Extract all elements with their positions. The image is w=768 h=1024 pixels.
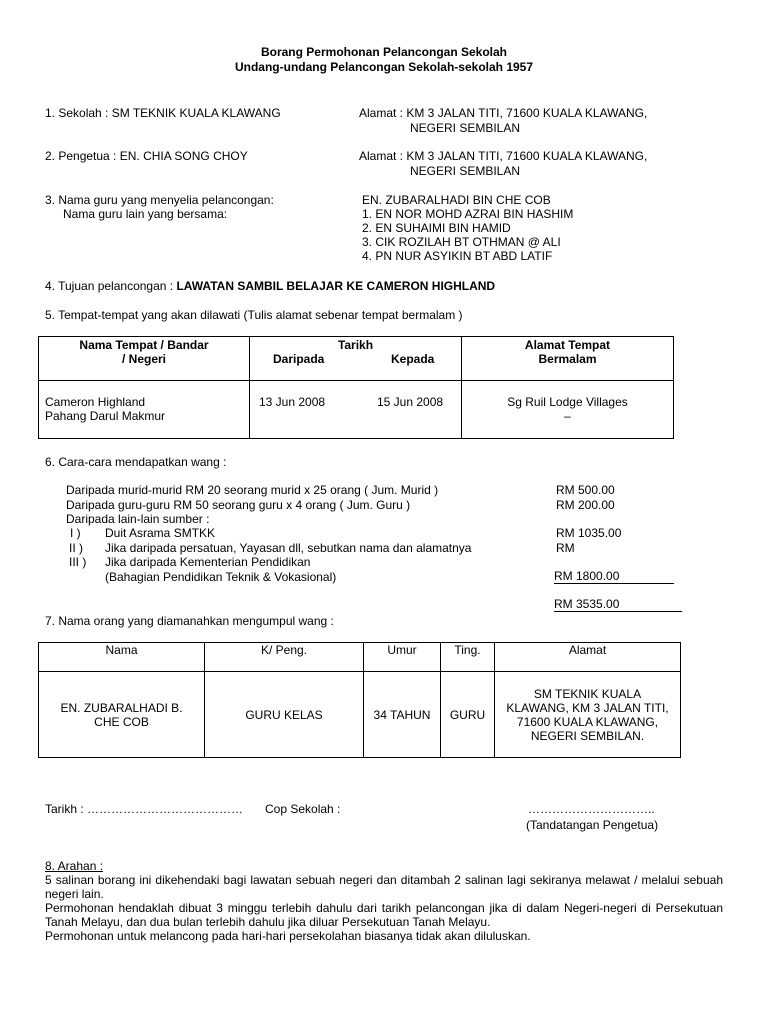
collector-header-position: K/ Peng. xyxy=(205,643,364,672)
instructions-body xyxy=(45,873,723,943)
date-cell xyxy=(250,381,462,439)
places-header-place: Nama Tempat / Bandar / Negeri xyxy=(39,337,250,381)
funding-i-text: Duit Asrama SMTKK xyxy=(105,526,216,540)
principal-label: 2. Pengetua : EN. CHIA SONG CHOY xyxy=(45,149,248,163)
purpose-line xyxy=(45,279,495,293)
funding-iii-subtext: (Bahagian Pendidikan Teknik & Vokasional) xyxy=(105,570,337,584)
funding-iii-text: Jika daripada Kementerian Pendidikan xyxy=(105,555,311,569)
funding-students: Daripada murid-murid RM 20 seorang murid x 25 orang ( Jum. Murid ) xyxy=(66,483,439,497)
places-label: 5. Tempat-tempat yang akan dilawati (Tulis alamat sebenar tempat bermalam ) xyxy=(45,308,463,322)
school-label: 1. Sekolah : SM TEKNIK KUALA KLAWANG xyxy=(45,106,281,120)
funding-total: RM 3535.00 xyxy=(554,598,682,612)
date-from: 13 Jun 2008 xyxy=(259,395,326,409)
collector-age-cell: 34 TAHUN xyxy=(364,672,441,758)
other-teacher: 2. EN SUHAIMI BIN HAMID xyxy=(362,221,511,235)
places-header-address: Alamat Tempat Bermalam xyxy=(462,337,674,381)
funding-i-num: I ) xyxy=(70,526,81,540)
signature-line: ………………………….. xyxy=(528,802,655,816)
places-table xyxy=(38,336,674,439)
principal-address-line1: Alamat : KM 3 JALAN TITI, 71600 KUALA KLAWANG, xyxy=(359,149,648,163)
funding-ii-num: II ) xyxy=(69,541,83,555)
funding-i-amount: RM 1035.00 xyxy=(556,526,622,540)
header-daripada: Daripada xyxy=(273,352,325,366)
collector-label: 7. Nama orang yang diamanahkan mengumpul wang : xyxy=(45,614,334,628)
collector-position-cell: GURU KELAS xyxy=(205,672,364,758)
form-title: Borang Permohonan Pelancongan Sekolah xyxy=(260,45,508,59)
places-header-date: Tarikh Daripada Kepada xyxy=(250,337,462,381)
date-to: 15 Jun 2008 xyxy=(377,395,444,409)
instructions-label: 8. Arahan : xyxy=(45,859,104,873)
funding-teachers: Daripada guru-guru RM 50 seorang guru x 4 orang ( Jum. Guru ) xyxy=(66,498,411,512)
purpose-value: LAWATAN SAMBIL BELAJAR KE CAMERON HIGHLAND xyxy=(176,279,496,293)
funding-students-amount: RM 500.00 xyxy=(556,483,615,497)
funding-teachers-amount: RM 200.00 xyxy=(556,498,615,512)
principal-signature-label: (Tandatangan Pengetua) xyxy=(526,818,659,832)
other-teachers-label: Nama guru lain yang bersama: xyxy=(63,207,228,221)
other-teacher: 4. PN NUR ASYIKIN BT ABD LATIF xyxy=(362,249,553,263)
funding-iii-num: III ) xyxy=(69,555,87,569)
collector-header-age: Umur xyxy=(364,643,441,672)
collector-header-address: Alamat xyxy=(495,643,681,672)
funding-ii-text: Jika daripada persatuan, Yayasan dll, sebutkan nama dan alamatnya xyxy=(105,541,472,555)
instruction-para: Permohonan untuk melancong pada hari-hari persekolahan biasanya tidak akan diluluskan. xyxy=(45,929,531,943)
school-address-line1: Alamat : KM 3 JALAN TITI, 71600 KUALA KLAWANG, xyxy=(359,106,648,120)
funding-label: 6. Cara-cara mendapatkan wang : xyxy=(45,455,227,469)
funding-other-label: Daripada lain-lain sumber : xyxy=(66,512,210,526)
collector-address-cell: SM TEKNIK KUALA KLAWANG, KM 3 JALAN TITI, 71600 KUALA KLAWANG, NEGERI SEMBILAN. xyxy=(495,672,681,758)
stay-address-cell: Sg Ruil Lodge Villages – xyxy=(462,381,674,439)
collector-table xyxy=(38,642,681,758)
school-address-line2: NEGERI SEMBILAN xyxy=(410,121,521,135)
collector-level-cell: GURU xyxy=(441,672,495,758)
collector-header-level: Ting. xyxy=(441,643,495,672)
instruction-para: Permohonan hendaklah dibuat 3 minggu terlebih dahulu dari tarikh pelancongan jika di dalam Negeri-negeri di Persekutuan Tanah Melayu, dan dua bulan terlebih dahulu jika diluar Persekutuan Tanah Melayu. xyxy=(45,901,723,929)
collector-name-cell: EN. ZUBARALHADI B. CHE COB xyxy=(39,672,205,758)
date-field: Tarikh : ………………………………… xyxy=(45,802,244,816)
other-teacher: 3. CIK ROZILAH BT OTHMAN @ ALI xyxy=(362,235,561,249)
purpose-label: 4. Tujuan pelancongan : xyxy=(45,279,177,293)
funding-iii-amount: RM 1800.00 xyxy=(554,570,674,584)
school-stamp-label: Cop Sekolah : xyxy=(265,802,341,816)
collector-header-name: Nama xyxy=(39,643,205,672)
supervisor-name: EN. ZUBARALHADI BIN CHE COB xyxy=(362,193,551,207)
funding-ii-amount: RM xyxy=(556,541,575,555)
header-kepada: Kepada xyxy=(391,352,435,366)
form-subtitle: Undang-undang Pelancongan Sekolah-sekolah 1957 xyxy=(234,60,534,74)
place-cell: Cameron Highland Pahang Darul Makmur xyxy=(39,381,250,439)
instruction-para: 5 salinan borang ini dikehendaki bagi lawatan sebuah negeri dan ditambah 2 salinan lagi sekiranya melawat / melalui sebuah negeri lain. xyxy=(45,873,723,901)
principal-address-line2: NEGERI SEMBILAN xyxy=(410,164,521,178)
supervisor-label: 3. Nama guru yang menyelia pelancongan: xyxy=(45,193,274,207)
other-teacher: 1. EN NOR MOHD AZRAI BIN HASHIM xyxy=(362,207,574,221)
